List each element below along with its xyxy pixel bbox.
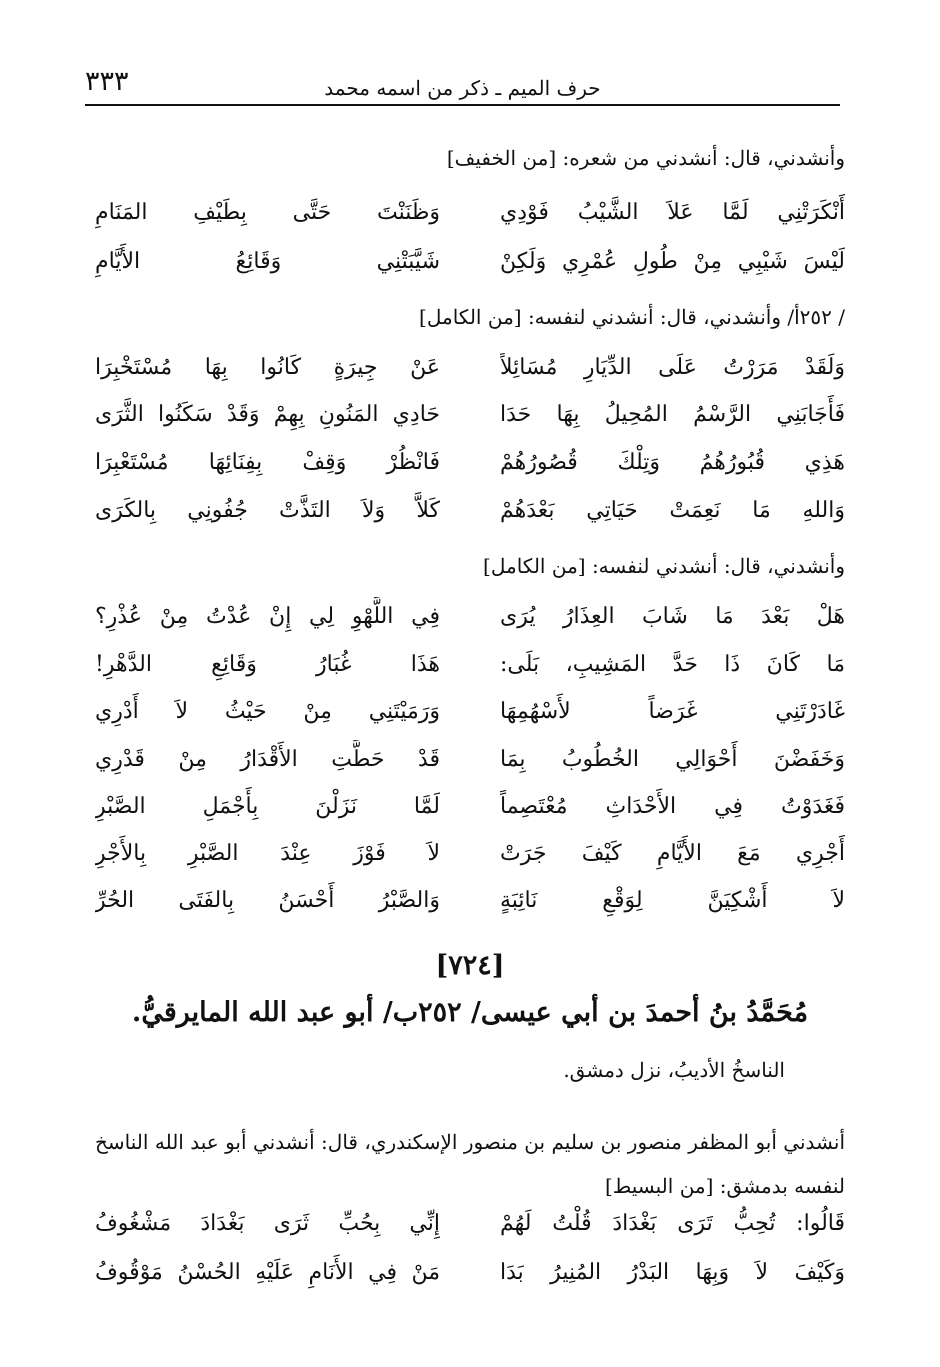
verse: [95, 740, 845, 780]
verse: [95, 242, 845, 282]
verse-first-hemistich: غَادَرْتَنِي غَرَضاً لأَسْهُمِهَا: [500, 699, 845, 724]
verse-second-hemistich: شَيَّبَتْنِي وَقَائِعُ الأَيَّامِ: [95, 249, 440, 274]
entry-description: الناسخُ الأديبُ، نزل دمشق.: [563, 1058, 785, 1082]
verse: [95, 348, 845, 388]
verse-second-hemistich: هَذَا غُبَارُ وَقَائِعِ الدَّهْرِ!: [95, 652, 440, 677]
running-header: [85, 62, 840, 106]
header-divider: [85, 104, 840, 106]
verse: [95, 1204, 845, 1244]
verse-first-hemistich: وَكَيْفَ لاَ وَبِهَا البَدْرُ المُنِيرُ بَدَا: [500, 1260, 845, 1285]
verse: [95, 834, 845, 874]
verse-second-hemistich: لَمَّا نَزَلْنَ بِأَجْمَلِ الصَّبْرِ: [95, 794, 440, 819]
page-number: ٣٣٣: [85, 66, 129, 97]
verse-second-hemistich: لاَ فَوْزَ عِنْدَ الصَّبْرِ بِالأَجْرِ: [95, 841, 440, 866]
verse-first-hemistich: وَلَقَدْ مَرَرْتُ عَلَى الدِّيَارِ مُسَائِلاً: [500, 355, 845, 380]
verse-second-hemistich: فَانْظُرْ وَقِفْ بِفِنَائِهَا مُسْتَعْبِرَا: [95, 450, 440, 475]
verse-first-hemistich: هَذِي قُبُورُهُمُ وَتِلْكَ قُصُورُهُمْ: [500, 450, 845, 475]
verse-second-hemistich: فِي اللَّهْوِ لِي إِنْ عُدْتُ مِنْ عُذْرِ؟: [95, 604, 440, 629]
verse-second-hemistich: كَلاَّ وَلاَ التَذَّتْ جُفُونِي بِالكَرَى: [95, 498, 440, 523]
verse: [95, 881, 845, 921]
verse-first-hemistich: أَجْرِي مَعَ الأَيَّامِ كَيْفَ جَرَتْ: [500, 841, 845, 866]
entry-number: [٧٢٤]: [435, 950, 505, 981]
verse: [95, 692, 845, 732]
verse-first-hemistich: لاَ أَشْكِيَنَّ لِوَقْعِ نَائِبَةٍ: [500, 888, 845, 913]
verse-first-hemistich: قَالُوا: تُحِبُّ تَرَى بَغْدَادَ قُلْتُ لَهُمْ: [500, 1211, 845, 1236]
verse-first-hemistich: أَنْكَرَتْنِي لَمَّا عَلاَ الشَّيْبُ فَوْدِي: [500, 200, 845, 225]
verse: [95, 597, 845, 637]
section1-intro: وأنشدني، قال: أنشدني من شعره: [من الخفيف]: [446, 146, 845, 170]
verse-first-hemistich: هَلْ بَعْدَ مَا شَابَ العِذَارُ يُرَى: [500, 604, 845, 629]
verse-second-hemistich: مَنْ فِي الأَنَامِ عَلَيْهِ الحُسْنُ مَوْقُوفُ: [95, 1260, 440, 1285]
verse-first-hemistich: فَغَدَوْتُ فِي الأَحْدَاثِ مُعْتَصِماً: [500, 794, 845, 819]
verse-second-hemistich: قَدْ حَطَّتِ الأَقْدَارُ مِنْ قَدْرِي: [95, 747, 440, 772]
verse: [95, 787, 845, 827]
verse-second-hemistich: وَرَمَيْتَنِي مِنْ حَيْثُ لاَ أَدْرِي: [95, 699, 440, 724]
verse-second-hemistich: حَادِي المَنُونِ بِهِمْ وَقَدْ سَكَنُوا الثَّرَى: [95, 402, 440, 427]
verse: [95, 395, 845, 435]
verse-second-hemistich: وَظَنَنْتَ حَتَّى بِطَيْفِ المَنَامِ: [95, 200, 440, 225]
verse: [95, 645, 845, 685]
verse-first-hemistich: لَيْسَ شَيْبِي مِنْ طُولِ عُمْرِي وَلَكِنْ: [500, 249, 845, 274]
verse: [95, 1253, 845, 1293]
verse: [95, 491, 845, 531]
header-title: حرف الميم ـ ذكر من اسمه محمد: [324, 76, 601, 100]
entry-title: مُحَمَّدُ بنُ أحمدَ بن أبي عيسى/ ٢٥٢ب/ أبو عبد الله المايرقيُّ.: [131, 997, 809, 1028]
verse: [95, 193, 845, 233]
verse-second-hemistich: عَنْ جِيرَةٍ كَانُوا بِهَا مُسْتَخْبِرَا: [95, 355, 440, 380]
verse-second-hemistich: وَالصَّبْرُ أَحْسَنُ بِالفَتَى الحُرِّ: [95, 888, 440, 913]
verse-first-hemistich: فَأَجَابَنِي الرَّسْمُ المُحِيلُ بِهَا حَدَا: [500, 402, 845, 427]
verse: [95, 443, 845, 483]
entry-paragraph: أنشدني أبو المظفر منصور بن سليم بن منصور الإسكندري، قال: أنشدني أبو عبد الله الناسخ لنفسه بدمشق: [من البسيط]: [95, 1130, 845, 1198]
section2-intro: / ٢٥٢أ/ وأنشدني، قال: أنشدني لنفسه: [من الكامل]: [419, 305, 845, 329]
verse-second-hemistich: إِنِّي بِحُبِّ ثَرَى بَغْدَادَ مَشْغُوفُ: [95, 1211, 440, 1236]
section3-intro: وأنشدني، قال: أنشدني لنفسه: [من الكامل]: [483, 554, 845, 578]
verse-first-hemistich: وَخَفَضْنَ أَحْوَالِي الخُطُوبُ بِمَا: [500, 747, 845, 772]
verse-first-hemistich: مَا كَانَ ذَا حَدَّ المَشِيبِ، بَلَى:: [500, 652, 845, 677]
verse-first-hemistich: وَاللهِ مَا نَعِمَتْ حَيَاتِي بَعْدَهُمْ: [500, 498, 845, 523]
